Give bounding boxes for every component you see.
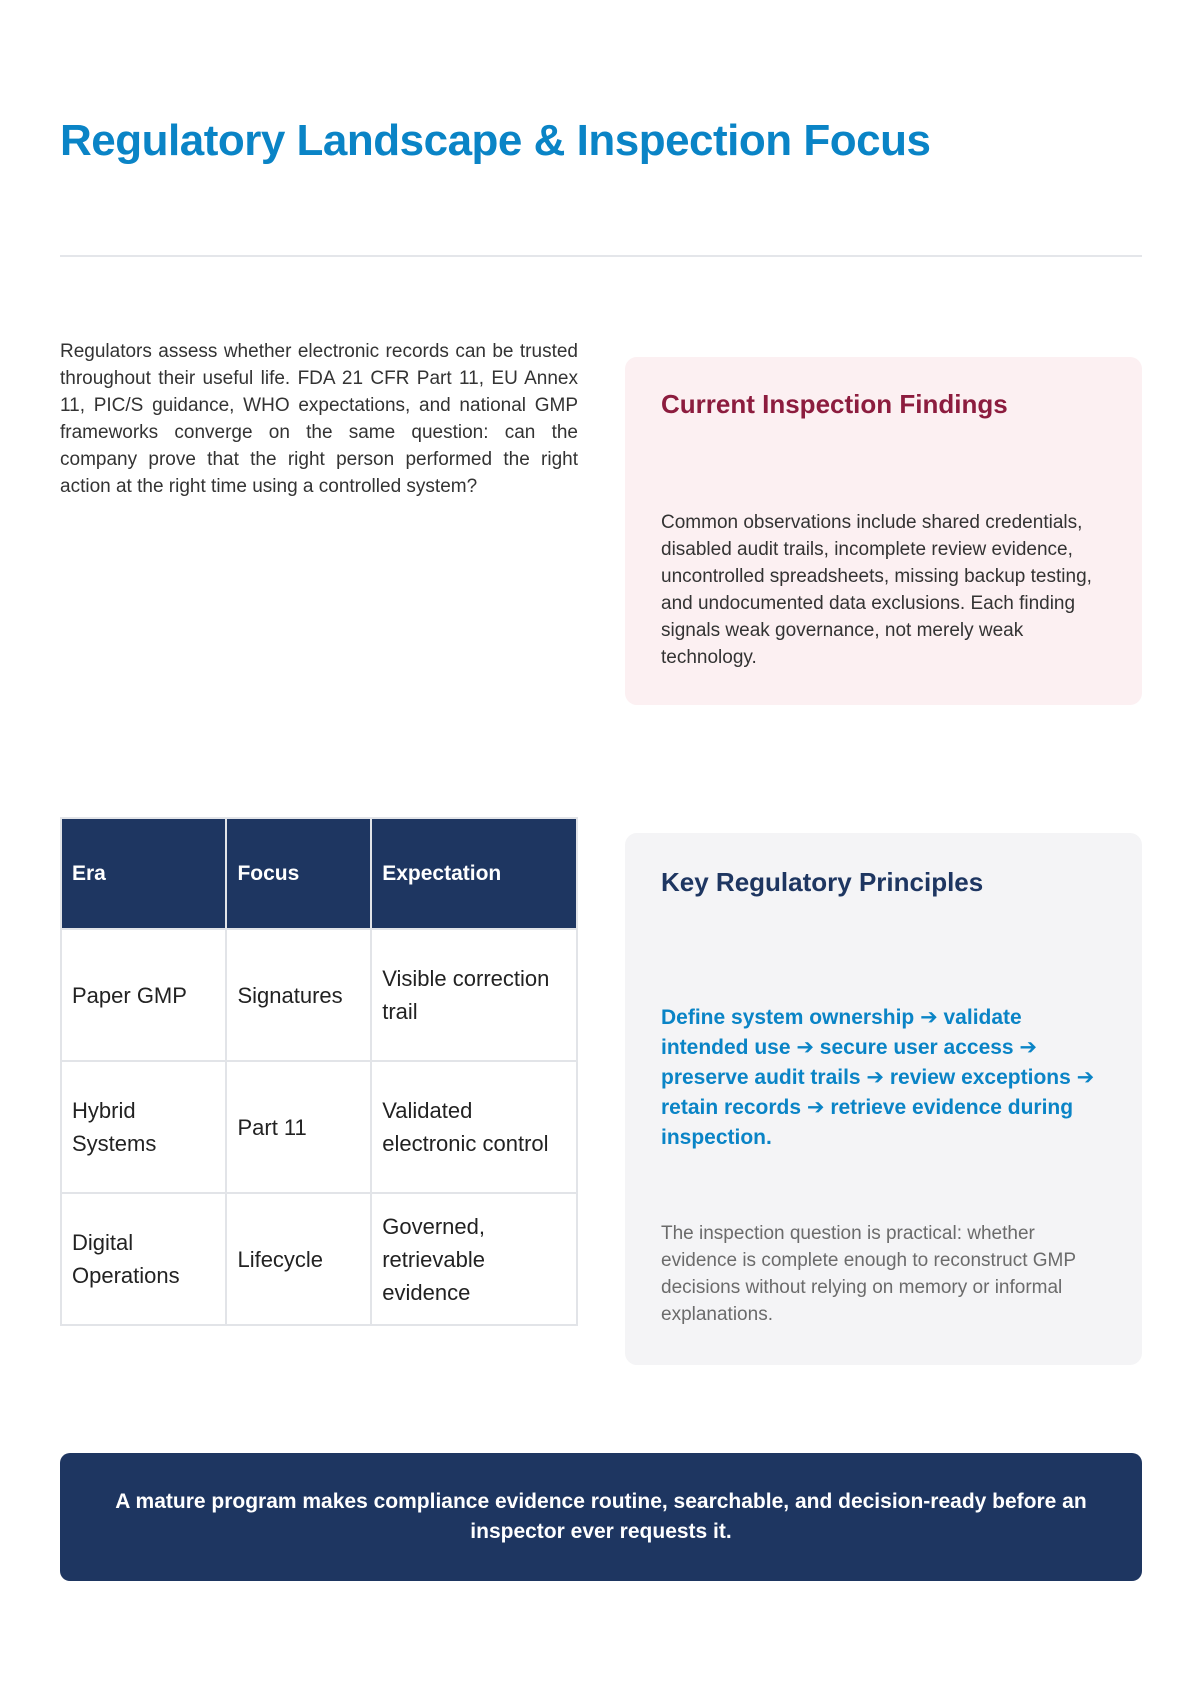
table-cell-expectation: Visible correction trail <box>371 929 577 1061</box>
table-cell-era: Paper GMP <box>61 929 226 1061</box>
column-header-expectation: Expectation <box>371 818 577 929</box>
table-cell-era: Digital Operations <box>61 1193 226 1325</box>
banner-text: A mature program makes compliance evidence routine, searchable, and decision-ready before an inspector ever requests it. <box>115 1490 1087 1543</box>
column-header-era: Era <box>61 818 226 929</box>
table-cell-focus: Lifecycle <box>226 1193 371 1325</box>
table-header-row <box>61 818 577 929</box>
table-cell-expectation: Governed, retrievable evidence <box>371 1193 577 1325</box>
table-cell-focus: Signatures <box>226 929 371 1061</box>
column-header-focus: Focus <box>226 818 371 929</box>
intro-paragraph: Regulators assess whether electronic records can be trusted throughout their useful life. FDA 21 CFR Part 11, EU Annex 11, PIC/S guidance, WHO expectations, and national GMP frameworks converge on the same question: can the company prove that the right person performed the right action at the right time using a controlled system? <box>60 341 578 497</box>
principles-flow: Define system ownership ➔ validate intended use ➔ secure user access ➔ preserve audit trails ➔ review exceptions ➔ retain records ➔ retrieve evidence during inspection. <box>661 1006 1095 1149</box>
table-cell-era: Hybrid Systems <box>61 1061 226 1193</box>
era-table <box>60 817 578 1326</box>
page-title: Regulatory Landscape & Inspection Focus <box>60 116 931 165</box>
principles-note: The inspection question is practical: whether evidence is complete enough to reconstruct GMP decisions without relying on memory or informal explanations. <box>661 1223 1076 1325</box>
title-divider <box>60 255 1142 257</box>
table-cell-focus: Part 11 <box>226 1061 371 1193</box>
table-row <box>61 1193 577 1325</box>
principles-heading: Key Regulatory Principles <box>661 867 984 897</box>
table-row <box>61 929 577 1061</box>
findings-heading: Current Inspection Findings <box>661 389 1008 419</box>
table-cell-expectation: Validated electronic control <box>371 1061 577 1193</box>
table-row <box>61 1061 577 1193</box>
summary-banner <box>60 1453 1142 1581</box>
findings-body: Common observations include shared credentials, disabled audit trails, incomplete review evidence, uncontrolled spreadsheets, missing backup testing, and undocumented data exclusions. Each finding signals weak governance, not merely weak technology. <box>661 512 1092 668</box>
principles-card <box>625 833 1142 1365</box>
findings-card <box>625 357 1142 705</box>
